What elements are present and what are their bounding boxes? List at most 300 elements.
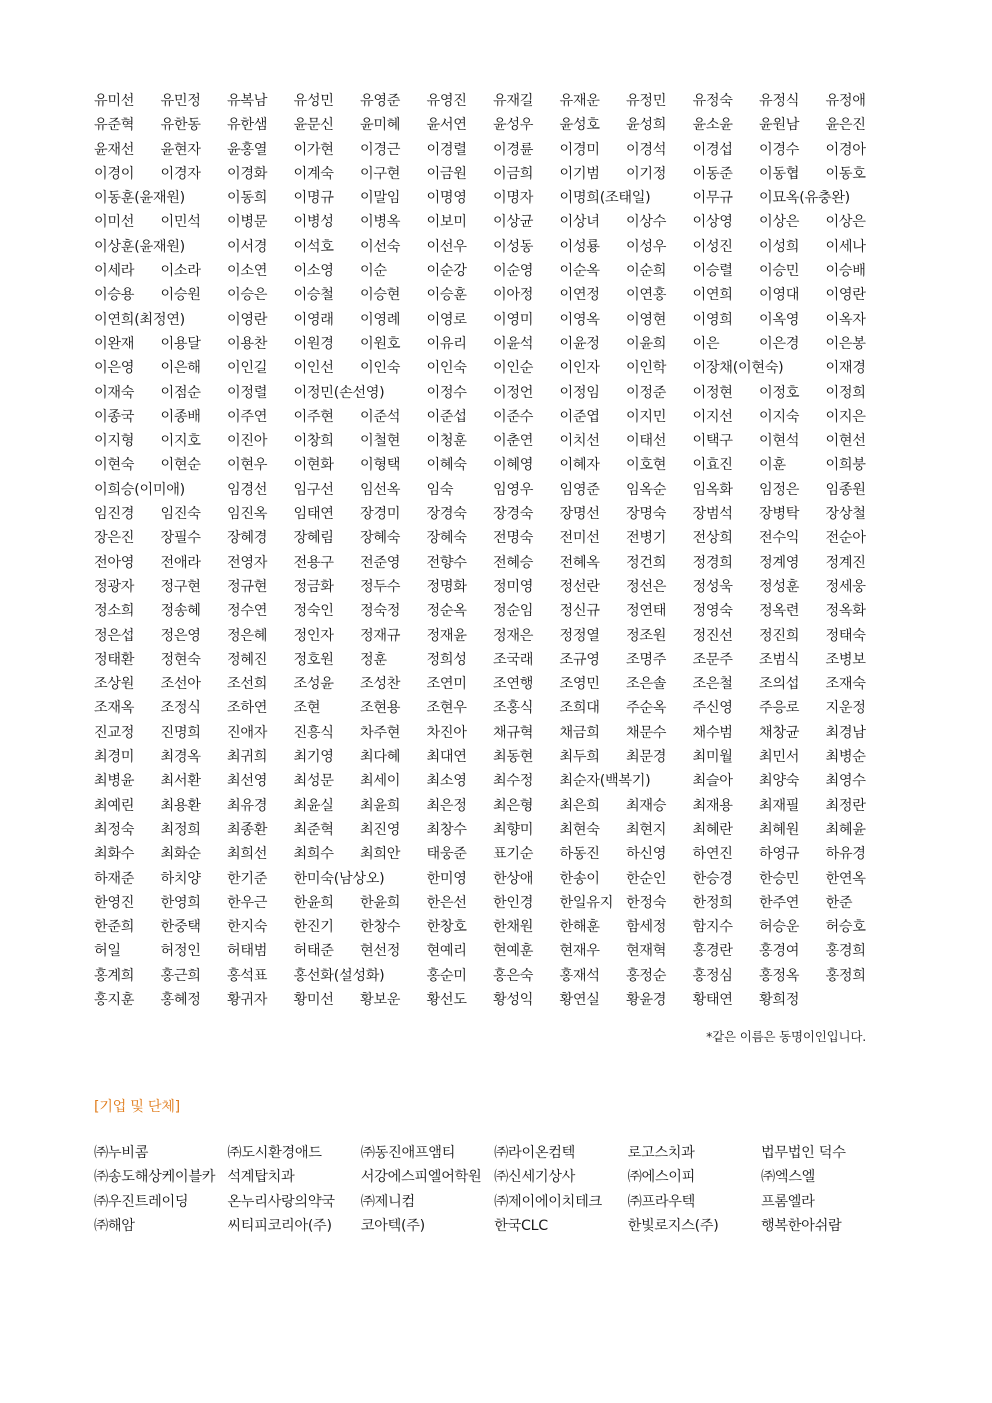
- corporate-name: 석계탑치과: [227, 1169, 295, 1186]
- donor-name: 이성희: [759, 238, 800, 255]
- donor-name: 이완재: [94, 335, 135, 352]
- donor-name: 임진경: [94, 506, 135, 523]
- donor-name: 조성윤: [293, 676, 334, 693]
- corporate-name: ㈜라이온컴텍: [494, 1145, 576, 1161]
- donor-name: 홍지훈: [94, 991, 135, 1008]
- donor-name: 하유경: [825, 846, 866, 863]
- donor-name: 임진옥: [227, 506, 268, 523]
- donor-name: 이준수: [493, 408, 534, 425]
- donor-name: 홍재석: [559, 967, 600, 984]
- donor-name: 최정희: [160, 821, 201, 838]
- donor-name: 이지호: [160, 433, 201, 450]
- donor-name: 최소영: [426, 773, 467, 790]
- donor-name: 정정열: [559, 627, 600, 644]
- donor-name: 윤성희: [626, 117, 667, 134]
- donor-name: 조선아: [160, 676, 201, 693]
- donor-name: 최서환: [160, 773, 201, 790]
- donor-name: 지운정: [825, 700, 866, 717]
- donor-name: 이은경: [759, 335, 800, 352]
- donor-name: 이민석: [160, 214, 201, 231]
- donor-name: 채창균: [759, 724, 800, 741]
- donor-name: 유정애: [825, 93, 866, 109]
- corporate-name: ㈜제이에이치테크: [494, 1193, 602, 1210]
- donor-name: 이동희: [227, 190, 268, 207]
- donor-name: 이인길: [227, 360, 268, 377]
- donor-name: 황성익: [493, 991, 534, 1008]
- donor-name: 황보운: [360, 991, 401, 1008]
- corporate-name: ㈜누비콤: [94, 1145, 149, 1161]
- donor-name: 정조원: [626, 627, 667, 644]
- donor-name: 홍선화(설성화): [293, 967, 385, 984]
- donor-name: 이혜숙: [426, 457, 467, 474]
- donor-name: 이경섭: [692, 141, 733, 158]
- donor-name: 유한샘: [227, 117, 268, 134]
- donor-name: 최기영: [293, 749, 334, 766]
- donor-name: 이동훈(윤재원): [94, 190, 185, 207]
- donor-name: 전미선: [559, 530, 600, 547]
- donor-name: 이기정: [626, 165, 667, 182]
- donor-name: 최혜원: [759, 821, 800, 838]
- corporate-name: ㈜송도해상케이블카: [94, 1169, 216, 1186]
- donor-name: 황태연: [692, 991, 733, 1008]
- donor-name: 이지은: [825, 408, 866, 425]
- donor-name: 한준: [825, 894, 853, 911]
- donor-name: 이연정: [559, 287, 600, 304]
- donor-name: 이준석: [360, 408, 401, 425]
- donor-name: 최혜윤: [825, 821, 866, 838]
- donor-name: 정연태: [626, 603, 667, 620]
- donor-name: 정경희: [692, 554, 733, 571]
- donor-name: 한윤희: [293, 894, 334, 911]
- donor-name: 한지숙: [227, 919, 268, 936]
- donor-name: 조연미: [426, 676, 467, 693]
- donor-name: 황윤경: [626, 991, 667, 1008]
- donor-name: 정재규: [360, 627, 401, 644]
- donor-name: 최준혁: [293, 821, 334, 838]
- donor-name: 이명희(조태일): [559, 190, 651, 207]
- donor-name: 최은희: [559, 797, 600, 814]
- donor-name: 최화순: [160, 846, 201, 863]
- donor-name: 최윤희: [360, 797, 401, 814]
- donor-name: 윤미혜: [360, 117, 401, 134]
- donor-name: 전명숙: [493, 530, 534, 547]
- donor-name: 최창수: [426, 821, 467, 838]
- donor-name: 이정현: [692, 384, 733, 401]
- donor-name: 이소연: [227, 263, 268, 280]
- corporate-name: ㈜제니컴: [360, 1193, 415, 1210]
- donor-name: 이순희: [626, 263, 667, 280]
- donor-name: 정송혜: [160, 603, 201, 620]
- donor-name: 이경자: [160, 165, 201, 182]
- donor-name: 유정숙: [692, 93, 733, 109]
- donor-name: 이병성: [293, 214, 334, 231]
- donor-name: 이영례: [360, 311, 401, 328]
- donor-name: 이상녀: [559, 214, 600, 231]
- donor-name: 이동호: [825, 165, 866, 182]
- donor-name: 최은형: [493, 797, 534, 814]
- donor-name: 홍석표: [227, 967, 268, 984]
- donor-name: 한준희: [94, 919, 135, 936]
- donor-name: 정진선: [692, 627, 733, 644]
- donor-name: 전병기: [626, 530, 667, 547]
- donor-name: 유민정: [160, 93, 201, 109]
- donor-name: 이승훈: [426, 287, 467, 304]
- donor-name: 이철현: [360, 433, 401, 450]
- donor-name: 장명숙: [626, 506, 667, 523]
- donor-name: 조은철: [692, 676, 733, 693]
- donor-name: 최용환: [160, 797, 201, 814]
- donor-name: 장필수: [160, 530, 201, 547]
- donor-name: 이명규: [293, 190, 334, 207]
- donor-name: 정은영: [160, 627, 201, 644]
- donor-name: 정성욱: [692, 578, 733, 595]
- donor-name: 윤은진: [825, 117, 866, 134]
- donor-name: 황귀자: [227, 991, 268, 1008]
- donor-name: 이영희: [692, 311, 733, 328]
- donor-name: 최진영: [360, 821, 401, 838]
- donor-name: 이영대: [759, 287, 800, 304]
- donor-name: 홍정순: [626, 967, 667, 984]
- donor-name: 이계숙: [293, 165, 334, 182]
- donor-name: 이상은: [759, 214, 800, 231]
- donor-name: 한정희: [692, 894, 733, 911]
- donor-name: 이성동: [493, 238, 534, 255]
- donor-name: 윤현자: [160, 141, 201, 158]
- donor-name: 유준혁: [94, 117, 135, 134]
- donor-name: 장경숙: [493, 506, 534, 523]
- donor-name: 조규영: [559, 651, 600, 668]
- donor-name: 조희대: [559, 700, 600, 717]
- corporate-name: ㈜우진트레이딩: [94, 1193, 189, 1210]
- donor-name: 최희수: [293, 846, 334, 863]
- donor-name: 이무규: [692, 190, 733, 207]
- donor-name: 조범식: [759, 651, 800, 668]
- donor-name: 최세이: [360, 773, 401, 790]
- donor-name: 이유리: [426, 335, 467, 352]
- donor-name: 정구현: [160, 578, 201, 595]
- donor-name: 정금화: [293, 578, 334, 595]
- donor-name: 최재용: [692, 797, 733, 814]
- donor-name: 장혜숙: [360, 530, 401, 547]
- donor-name: 최예린: [94, 797, 135, 814]
- donor-name: 최정숙: [94, 821, 135, 838]
- donor-name: 황미선: [293, 991, 334, 1008]
- donor-name: 함세정: [626, 919, 667, 936]
- donor-name: 하치양: [160, 870, 201, 887]
- donor-name: 이명자: [493, 190, 534, 207]
- donor-name: 정순임: [493, 603, 534, 620]
- donor-name: 이재숙: [94, 384, 135, 401]
- donor-name: 이명영: [426, 190, 467, 207]
- donor-name: 유미선: [94, 93, 135, 109]
- donor-name: 한연옥: [825, 870, 866, 887]
- donor-name: 한영희: [160, 894, 201, 911]
- donor-name: 최성문: [293, 773, 334, 790]
- donor-name: 한순인: [626, 870, 667, 887]
- donor-name: 정태숙: [825, 627, 866, 644]
- donor-name: 최희선: [227, 846, 268, 863]
- donor-name: 이옥자: [825, 311, 866, 328]
- donor-name: 장은진: [94, 530, 135, 547]
- donor-name: 이영옥: [559, 311, 600, 328]
- donor-name: 이정수: [426, 384, 467, 401]
- donor-name: 장병탁: [759, 506, 800, 523]
- donor-name: 정규현: [227, 578, 268, 595]
- donor-name: 홍경란: [692, 943, 733, 960]
- donor-name: 이현선: [825, 433, 866, 450]
- corporate-name: ㈜프라우텍: [627, 1193, 696, 1210]
- donor-name: 임옥화: [692, 481, 733, 498]
- corporate-name: ㈜해암: [94, 1218, 135, 1235]
- donor-name: 이윤석: [493, 335, 534, 352]
- donor-name: 이인순: [493, 360, 534, 377]
- donor-name: 전아영: [94, 554, 135, 571]
- donor-name: 최윤실: [293, 797, 334, 814]
- donor-name: 유재길: [493, 93, 534, 109]
- donor-name: 홍경여: [759, 943, 800, 960]
- donor-name: 이은영: [94, 360, 135, 377]
- donor-name: 정신규: [559, 603, 600, 620]
- donor-name: 이승현: [360, 287, 401, 304]
- donor-name: 이태선: [626, 433, 667, 450]
- donor-name: 임선옥: [360, 481, 401, 498]
- donor-name: 정훈: [360, 651, 387, 668]
- donor-name: 한정숙: [626, 894, 667, 911]
- donor-name: 이은봉: [825, 335, 866, 352]
- donor-name: 최경옥: [160, 749, 201, 766]
- donor-name: 이소라: [160, 263, 201, 280]
- donor-name: 전준영: [360, 554, 401, 571]
- donor-name: 이상영: [692, 214, 733, 231]
- donor-name: 표기순: [493, 846, 534, 863]
- donor-name: 임옥순: [626, 481, 667, 498]
- donor-name: 정진희: [759, 627, 800, 644]
- donor-name: 이인숙: [360, 360, 401, 377]
- donor-name: 현선정: [360, 943, 401, 960]
- donor-name: 이영란: [227, 311, 268, 328]
- donor-name: 정세웅: [825, 578, 866, 595]
- donor-name: 유영준: [360, 93, 401, 109]
- donor-name: 정태환: [94, 651, 135, 668]
- donor-name: 이현우: [227, 457, 268, 474]
- donor-name: 이상은: [825, 214, 866, 231]
- donor-name: 이상훈(윤재원): [94, 238, 185, 255]
- donor-name: 최희안: [360, 846, 401, 863]
- donor-name: 조영민: [559, 676, 600, 693]
- donor-name: 윤홍열: [227, 141, 268, 158]
- donor-name: 최영수: [825, 773, 866, 790]
- donor-name: 조문주: [692, 651, 733, 668]
- donor-name: 장상철: [825, 506, 866, 523]
- donor-name: 전수익: [759, 530, 800, 547]
- donor-name: 이영로: [426, 311, 467, 328]
- donor-name: 이영현: [626, 311, 667, 328]
- donor-name: 차진아: [426, 724, 467, 741]
- donor-name: 최혜란: [692, 821, 733, 838]
- donor-name: 진흥식: [293, 724, 334, 741]
- donor-name: 이혜영: [493, 457, 534, 474]
- donor-name: 조홍식: [493, 700, 534, 717]
- donor-name: 이승렬: [692, 263, 733, 280]
- donor-name: 이소영: [293, 263, 334, 280]
- donor-name: 이현화: [293, 457, 334, 474]
- donor-name: 최두희: [559, 749, 600, 766]
- donor-name: 임영우: [493, 481, 534, 498]
- donor-name: 한영진: [94, 894, 135, 911]
- donor-name: 이순옥: [559, 263, 600, 280]
- donor-name: 이효진: [692, 457, 733, 474]
- donor-name: 이영란: [825, 287, 866, 304]
- donor-name: 정옥련: [759, 603, 800, 620]
- donor-name: 이인선: [293, 360, 334, 377]
- donor-name: 최미월: [692, 749, 733, 766]
- donor-name: 정숙정: [360, 603, 401, 620]
- donor-name: 정숙인: [293, 603, 334, 620]
- donor-name: 최경미: [94, 749, 135, 766]
- donor-name: 이순: [360, 263, 387, 280]
- donor-name: 유정민: [626, 93, 667, 109]
- donor-name: 채문수: [626, 724, 667, 741]
- same-name-note: *같은 이름은 동명이인입니다.: [706, 1029, 866, 1044]
- donor-name: 최재필: [759, 797, 800, 814]
- donor-name: 임숙: [426, 481, 454, 498]
- donor-name: 이아정: [493, 287, 534, 304]
- donor-name: 황연실: [559, 991, 600, 1008]
- donor-name: 조의섭: [759, 676, 800, 693]
- donor-name: 유복남: [227, 93, 268, 109]
- donor-name: 한창호: [426, 919, 467, 936]
- donor-name: 정옥화: [825, 603, 866, 620]
- donor-name: 정혜진: [227, 651, 268, 668]
- donor-name: 주응로: [759, 700, 800, 717]
- donor-name: 한해훈: [559, 919, 600, 936]
- donor-name: 한창수: [360, 919, 401, 936]
- corporate-name: ㈜도시환경애드: [227, 1145, 322, 1161]
- corporate-name: 한빛로지스(주): [627, 1218, 719, 1235]
- donor-name: 한윤희: [360, 894, 401, 911]
- donor-name: 이선숙: [360, 238, 401, 255]
- donor-name: 홍정옥: [759, 967, 800, 984]
- donor-name: 이현석: [759, 433, 800, 450]
- donor-name: 허정인: [160, 943, 201, 960]
- donor-name: 이종배: [160, 408, 201, 425]
- donor-name: 황선도: [426, 991, 467, 1008]
- donor-name: 최민서: [759, 749, 800, 766]
- donor-name: 정성훈: [759, 578, 800, 595]
- donor-name: 한승경: [692, 870, 733, 887]
- donor-name: 정소희: [94, 603, 135, 620]
- donor-name: 임진숙: [160, 506, 201, 523]
- corporate-section-title: [기업 및 단체]: [94, 1099, 180, 1115]
- donor-name: 장경숙: [426, 506, 467, 523]
- donor-name: 이성우: [626, 238, 667, 255]
- donor-name: 이경미: [559, 141, 600, 158]
- donor-name: 하연진: [692, 846, 733, 863]
- donor-name: 조선희: [227, 676, 268, 693]
- donor-name: 최경남: [825, 724, 866, 741]
- donor-name: 조성찬: [360, 676, 401, 693]
- donor-name: 이종국: [94, 408, 135, 425]
- donor-name: 이승철: [293, 287, 334, 304]
- corporate-name: ㈜에스이피: [627, 1169, 696, 1186]
- donor-name: 이현숙: [94, 457, 135, 474]
- donor-name: 이말임: [360, 190, 401, 207]
- donor-name: 이승배: [825, 263, 866, 280]
- donor-name: 전상희: [692, 530, 733, 547]
- donor-name: 현예리: [426, 943, 467, 960]
- donor-name: 정미영: [493, 578, 534, 595]
- donor-name: 이미선: [94, 214, 135, 231]
- donor-name: 진애자: [227, 724, 268, 741]
- donor-name: 이경렬: [426, 141, 467, 158]
- donor-name: 허태범: [227, 943, 268, 960]
- donor-name: 허태준: [293, 943, 334, 960]
- donor-name: 이병옥: [360, 214, 401, 231]
- donor-name: 이점순: [160, 384, 201, 401]
- donor-name: 이윤희: [626, 335, 667, 352]
- donor-name: 한인경: [493, 894, 534, 911]
- donor-name: 현재혁: [626, 943, 667, 960]
- donor-name: 최동현: [493, 749, 534, 766]
- donor-name: 이호현: [626, 457, 667, 474]
- donor-name: 전혜승: [493, 554, 534, 571]
- donor-name: 최수정: [493, 773, 534, 790]
- donor-name: 이연희(최정연): [94, 311, 185, 328]
- donor-name: 이지선: [692, 408, 733, 425]
- donor-name: 이옥영: [759, 311, 800, 328]
- donor-name: 임종원: [825, 481, 866, 498]
- donor-name: 최귀희: [227, 749, 268, 766]
- donor-name: 이장채(이현숙): [692, 360, 784, 377]
- donor-name: 이선우: [426, 238, 467, 255]
- donor-name: 윤성호: [559, 117, 600, 134]
- corporate-name: 법무법인 덕수: [760, 1145, 846, 1161]
- donor-name: 조상원: [94, 676, 135, 693]
- donor-name: 이정렬: [227, 384, 268, 401]
- donor-name: 홍경희: [825, 943, 866, 960]
- donor-name: 한우근: [227, 894, 268, 911]
- donor-name: 이지민: [626, 408, 667, 425]
- donor-name: 최은정: [426, 797, 467, 814]
- donor-name: 조현우: [426, 700, 467, 717]
- donor-name: 조하연: [227, 700, 268, 717]
- corporate-name: ㈜신세기상사: [494, 1169, 576, 1186]
- donor-name: 한진기: [293, 919, 334, 936]
- donor-name: 이지숙: [759, 408, 800, 425]
- donor-name: 조국래: [493, 651, 534, 668]
- donor-name: 조정식: [160, 700, 201, 717]
- donor-name: 이희붕: [825, 457, 866, 474]
- donor-name: 이진아: [227, 433, 268, 450]
- donor-name: 홍순미: [426, 967, 467, 984]
- donor-name: 이현순: [160, 457, 201, 474]
- corporate-name: 코아텍(주): [360, 1218, 425, 1235]
- donor-name: 이정희: [825, 384, 866, 401]
- donor-name: 최문경: [626, 749, 667, 766]
- donor-name: 이윤정: [559, 335, 600, 352]
- donor-name: 윤성우: [493, 117, 534, 134]
- donor-name: 윤서연: [426, 117, 467, 134]
- donor-name: 정광자: [94, 578, 135, 595]
- donor-name: 전애라: [160, 554, 201, 571]
- donor-name: 최현지: [626, 821, 667, 838]
- donor-name: 정인자: [293, 627, 334, 644]
- donor-name: 이원호: [360, 335, 401, 352]
- donor-name: 이세라: [94, 263, 135, 280]
- donor-name: 윤소윤: [692, 117, 733, 134]
- corporate-name: ㈜동진애프앰티: [360, 1145, 456, 1161]
- donor-name: 정영숙: [692, 603, 733, 620]
